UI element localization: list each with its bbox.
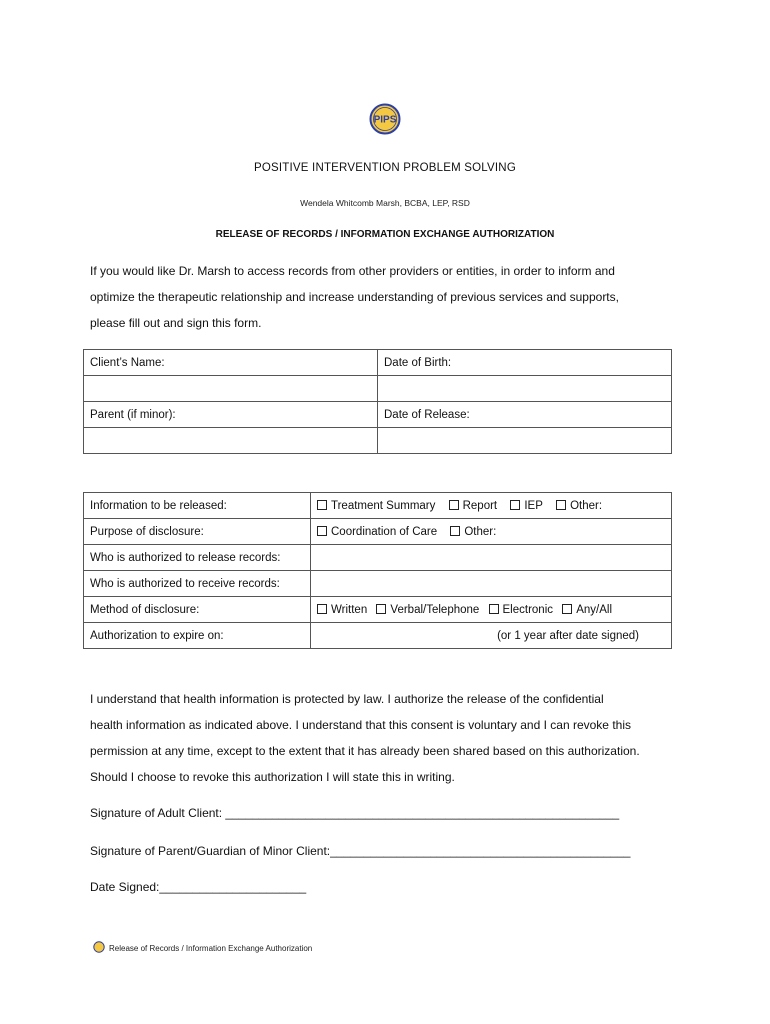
checkbox-icon[interactable] — [562, 604, 572, 614]
date-signed-line[interactable]: Date Signed:______________________ — [90, 880, 307, 894]
provider-name: Wendela Whitcomb Marsh, BCBA, LEP, RSD — [300, 198, 470, 208]
release-details-table — [83, 492, 672, 649]
release-date-label: Date of Release: — [378, 402, 672, 428]
checkbox-icon[interactable] — [449, 500, 459, 510]
consent-paragraph — [90, 686, 700, 790]
expire-label: Authorization to expire on: — [84, 623, 311, 649]
method-options — [311, 597, 672, 623]
release-by-field[interactable] — [311, 545, 672, 571]
info-option-treatment-summary[interactable]: Treatment Summary — [317, 500, 435, 512]
receive-by-field[interactable] — [311, 571, 672, 597]
page-footer — [93, 941, 312, 953]
method-label: Method of disclosure: — [84, 597, 311, 623]
parent-label: Parent (if minor): — [84, 402, 378, 428]
checkbox-icon[interactable] — [556, 500, 566, 510]
method-option-written[interactable]: Written — [317, 604, 367, 616]
checkbox-icon[interactable] — [510, 500, 520, 510]
method-option-verbal[interactable]: Verbal/Telephone — [376, 604, 479, 616]
dob-field[interactable] — [378, 376, 672, 402]
checkbox-icon[interactable] — [489, 604, 499, 614]
intro-line: If you would like Dr. Marsh to access records from other providers or entities, in order to inform and — [90, 264, 615, 278]
footer-text: Release of Records / Information Exchange Authorization — [109, 944, 313, 953]
release-by-label: Who is authorized to release records: — [84, 545, 311, 571]
expire-note: (or 1 year after date signed) — [497, 629, 639, 642]
logo-text: PIPS — [373, 114, 397, 126]
consent-line: Should I choose to revoke this authorization I will state this in writing. — [90, 770, 455, 784]
info-option-iep[interactable]: IEP — [510, 500, 543, 512]
pips-logo — [369, 103, 401, 135]
purpose-label: Purpose of disclosure: — [84, 519, 311, 545]
intro-line: please fill out and sign this form. — [90, 316, 262, 330]
dob-label: Date of Birth: — [378, 350, 672, 376]
info-options — [311, 493, 672, 519]
info-option-other[interactable]: Other: — [556, 500, 602, 512]
purpose-option-other[interactable]: Other: — [450, 526, 496, 538]
client-name-label: Client’s Name: — [84, 350, 378, 376]
checkbox-icon[interactable] — [317, 500, 327, 510]
org-title: POSITIVE INTERVENTION PROBLEM SOLVING — [254, 162, 516, 174]
pips-logo-icon — [93, 941, 105, 953]
checkbox-icon[interactable] — [450, 526, 460, 536]
info-option-report[interactable]: Report — [449, 500, 498, 512]
expire-field[interactable] — [311, 623, 672, 649]
info-label: Information to be released: — [84, 493, 311, 519]
consent-line: I understand that health information is protected by law. I authorize the release of the confidential — [90, 692, 604, 706]
checkbox-icon[interactable] — [317, 526, 327, 536]
client-name-field[interactable] — [84, 376, 378, 402]
parent-signature-line[interactable]: Signature of Parent/Guardian of Minor Client:_____________________________________________ — [90, 844, 631, 858]
checkbox-icon[interactable] — [317, 604, 327, 614]
consent-line: health information as indicated above. I understand that this consent is voluntary and I can revoke this — [90, 718, 631, 732]
consent-line: permission at any time, except to the extent that it has already been shared based on this authorization. — [90, 744, 640, 758]
client-info-table — [83, 349, 672, 454]
intro-line: optimize the therapeutic relationship and increase understanding of previous services and supports, — [90, 290, 619, 304]
method-option-electronic[interactable]: Electronic — [489, 604, 554, 616]
checkbox-icon[interactable] — [376, 604, 386, 614]
adult-signature-line[interactable]: Signature of Adult Client: ___________________________________________________________ — [90, 806, 620, 820]
purpose-option-coordination[interactable]: Coordination of Care — [317, 526, 437, 538]
release-date-field[interactable] — [378, 428, 672, 454]
form-title: RELEASE OF RECORDS / INFORMATION EXCHANGE AUTHORIZATION — [215, 229, 555, 240]
method-option-any[interactable]: Any/All — [562, 604, 612, 616]
intro-paragraph — [90, 258, 690, 336]
parent-field[interactable] — [84, 428, 378, 454]
purpose-options — [311, 519, 672, 545]
receive-by-label: Who is authorized to receive records: — [84, 571, 311, 597]
